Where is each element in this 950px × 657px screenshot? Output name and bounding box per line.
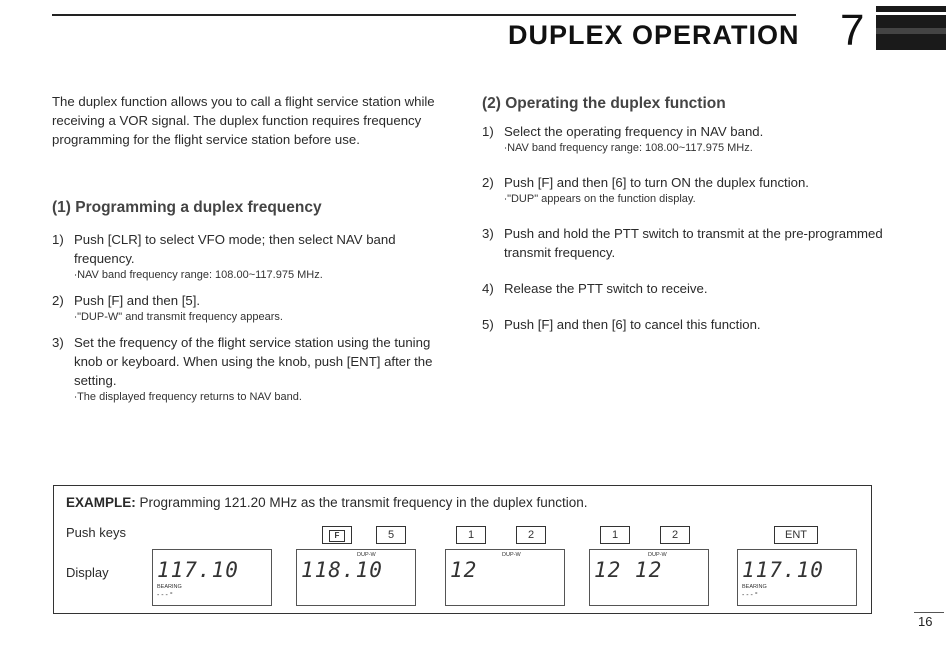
display-panel xyxy=(445,549,565,606)
list-item xyxy=(482,279,892,298)
step-number: 4) xyxy=(482,281,494,296)
step-note: ∙ "DUP" appears on the function display. xyxy=(504,192,892,207)
list-item xyxy=(482,224,892,262)
step-text: Push [CLR] to select VFO mode; then select NAV band frequency. xyxy=(74,232,396,266)
display-value: 118.10 xyxy=(301,558,383,582)
display-tag: DUP-W xyxy=(502,552,521,558)
display-sub: BEARING xyxy=(742,584,767,590)
display-value: 117.10 xyxy=(157,558,239,582)
step-number: 2) xyxy=(482,175,494,190)
step-text: Push [F] and then [6] to cancel this function. xyxy=(504,317,761,332)
key-5-button: 5 xyxy=(376,526,406,544)
display-panel xyxy=(737,549,857,606)
step-text: Set the frequency of the flight service station using the tuning knob or keyboard. When using the knob, push [ENT] after the setting. xyxy=(74,335,433,388)
example-box xyxy=(53,485,872,614)
step-number: 3) xyxy=(52,335,64,350)
header-rule xyxy=(52,14,796,16)
step-note: ∙ NAV band frequency range: 108.00~117.975 MHz. xyxy=(74,268,444,283)
list-item xyxy=(482,173,892,207)
display-sub: BEARING xyxy=(157,584,182,590)
footer-rule xyxy=(914,612,944,613)
chapter-tab xyxy=(876,6,946,50)
step-number: 1) xyxy=(52,232,64,247)
display-value: 117.10 xyxy=(742,558,824,582)
key-1-button: 1 xyxy=(600,526,630,544)
display-panel xyxy=(296,549,416,606)
section2-steps xyxy=(482,122,892,334)
step-text: Push [F] and then [5]. xyxy=(74,293,201,308)
step-text: Release the PTT switch to receive. xyxy=(504,281,708,296)
display-value: 12 12 xyxy=(594,558,663,582)
example-text: Programming 121.20 MHz as the transmit frequency in the duplex function. xyxy=(139,495,588,510)
section2-title: (2) Operating the duplex function xyxy=(482,95,726,112)
step-text: Push [F] and then [6] to turn ON the duplex function. xyxy=(504,175,809,190)
section1-steps xyxy=(52,230,444,405)
page-title: DUPLEX OPERATION xyxy=(508,20,800,50)
step-number: 5) xyxy=(482,317,494,332)
chapter-number: 7 xyxy=(840,6,865,55)
display-tag: DUP-W xyxy=(357,552,376,558)
key-1-button: 1 xyxy=(456,526,486,544)
step-note: ∙ "DUP-W" and transmit frequency appears. xyxy=(74,310,444,325)
step-text: Push and hold the PTT switch to transmit at the pre-programmed transmit frequency. xyxy=(504,226,883,260)
step-number: 2) xyxy=(52,293,64,308)
display-panel xyxy=(589,549,709,606)
key-2-button: 2 xyxy=(516,526,546,544)
step-text: Select the operating frequency in NAV band. xyxy=(504,124,764,139)
step-note: ∙ NAV band frequency range: 108.00~117.975 MHz. xyxy=(504,141,892,156)
display-label: Display xyxy=(66,565,109,580)
step-number: 1) xyxy=(482,124,494,139)
key-label: F xyxy=(329,530,345,542)
example-label: EXAMPLE: xyxy=(66,495,136,510)
step-note: ∙ The displayed frequency returns to NAV band. xyxy=(74,390,444,405)
list-item xyxy=(52,230,444,283)
display-sub2: - - - ° xyxy=(742,592,758,599)
display-tag: DUP-W xyxy=(648,552,667,558)
display-panel xyxy=(152,549,272,606)
list-item xyxy=(482,315,892,334)
key-f-button xyxy=(322,526,352,544)
page-number: 16 xyxy=(918,614,933,629)
display-sub2: - - - ° xyxy=(157,592,173,599)
list-item xyxy=(52,291,444,325)
example-heading xyxy=(66,495,588,510)
key-2-button: 2 xyxy=(660,526,690,544)
list-item xyxy=(52,333,444,405)
display-value: 12 xyxy=(450,558,478,582)
section1-title: (1) Programming a duplex frequency xyxy=(52,199,322,216)
step-number: 3) xyxy=(482,226,494,241)
key-ent-button: ENT xyxy=(774,526,818,544)
list-item xyxy=(482,122,892,156)
push-keys-label: Push keys xyxy=(66,525,126,540)
intro-paragraph: The duplex function allows you to call a flight service station while receiving a VOR signal. The duplex function requires frequency programming for the flight service station before use. xyxy=(52,94,435,147)
